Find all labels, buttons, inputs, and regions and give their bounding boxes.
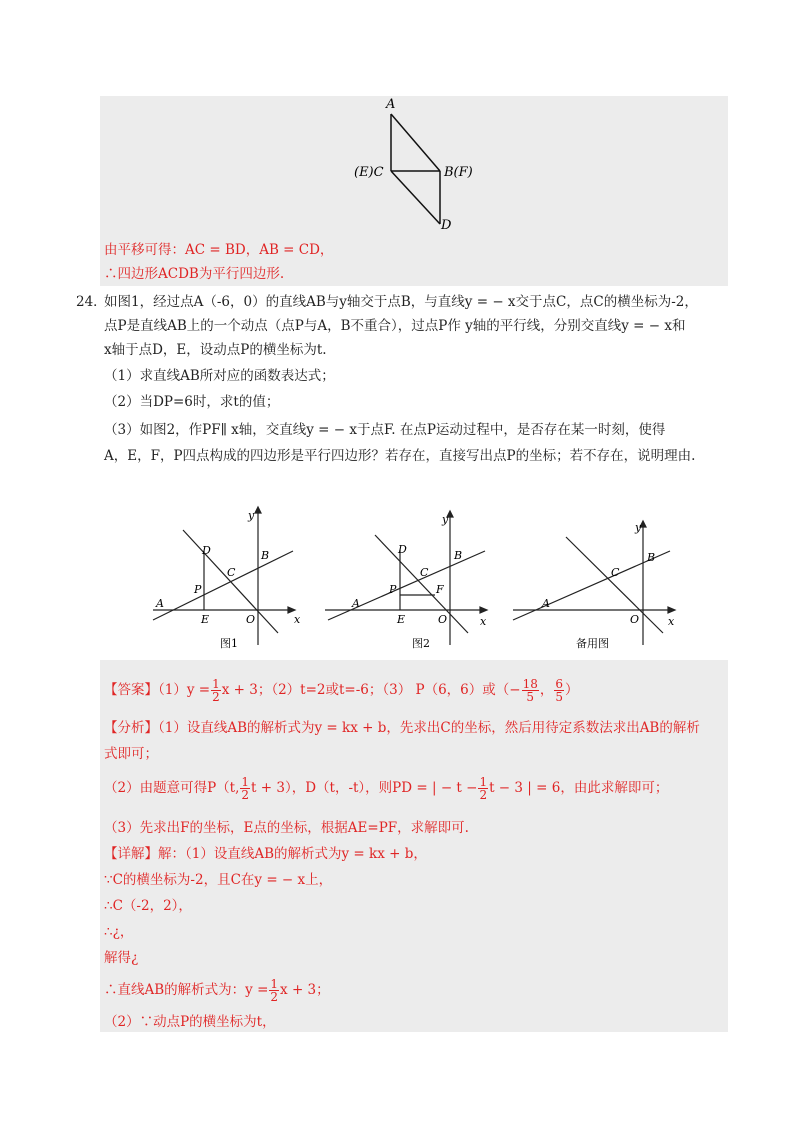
answer-line (104, 678, 579, 703)
fig2-caption: 图2 (412, 637, 430, 650)
fig2-D: D (398, 543, 407, 556)
answer-label: 【答案】 (104, 682, 158, 698)
detail-line-4: ∴¿， (104, 924, 134, 940)
fig3-y: y (635, 521, 642, 534)
answer-part-d: ） (565, 682, 579, 698)
analysis-label: 【分析】 (104, 720, 158, 736)
question-number: 24． (76, 294, 107, 310)
subquestion-3-cont: A，E，F，P四点构成的四边形是平行四边形？若存在，直接写出点P的坐标；若不存在，说明理由. (104, 448, 696, 464)
fig3-caption: 备用图 (576, 637, 609, 650)
figure-2 (320, 505, 490, 655)
fig2-A: A (352, 597, 360, 610)
subquestion-3: （3）如图2，作PF∥ x轴，交直线y = − x于点F. 在点P运动过程中，是否存在某一时刻，使得 (104, 422, 666, 438)
parallelogram-figure (340, 96, 500, 236)
answer-part-c: ， (539, 682, 554, 698)
figure-1 (148, 505, 308, 655)
fig1-D: D (202, 544, 211, 557)
subquestion-1: （1）求直线AB所对应的函数表达式； (104, 368, 335, 384)
fig1-A: A (156, 597, 164, 610)
detail-line-7: （2）∵动点P的横坐标为t， (104, 1014, 276, 1030)
fig1-x: x (294, 613, 301, 626)
fig1-caption: 图1 (220, 637, 238, 650)
question-line-2: 点P是直线AB上的一个动点（点P与A，B不重合），过点P作 y轴的平行线，分别交直线y = − x和 (104, 318, 686, 334)
label-EC: (E)C (354, 165, 384, 180)
fig3-C: C (611, 566, 620, 579)
answer-part-a: （1）y = (158, 682, 211, 698)
analysis-line-1 (104, 718, 700, 738)
fig2-C: C (420, 566, 429, 579)
fig1-y: y (248, 509, 255, 522)
fig1-B: B (261, 549, 270, 562)
question-line-1: 如图1，经过点A（-6，0）的直线AB与y轴交于点B，与直线y = − x交于点C，点C的横坐标为-2， (104, 294, 698, 310)
fig1-C: C (227, 566, 236, 579)
fig3-O: O (630, 613, 640, 626)
fig3-A: A (542, 597, 550, 610)
fraction-18-5: $\frac{18}{5}$ (522, 677, 538, 704)
detail-line-2: ∵C的横坐标为-2，且C在y = − x上， (104, 872, 333, 888)
analysis-line-4: （3）先求出F的坐标，E点的坐标，根据AE=PF，求解即可. (104, 820, 469, 836)
figure-spare (508, 505, 678, 655)
fig2-O: O (438, 613, 448, 626)
fig3-B: B (647, 551, 656, 564)
label-BF: B(F) (444, 165, 473, 180)
analysis-line-3: （2）由题意可得P（t, $\frac{1}{2}$ t + 3），D（t，-t），则PD = | − t − $\frac{1}{2}$ t − 3 | = 6，由此求解即可； (104, 775, 669, 802)
fig2-P: P (389, 583, 397, 596)
subquestion-2: （2）当DP=6时，求t的值； (104, 394, 280, 410)
segment-CD (391, 171, 440, 224)
detail-line-5: 解得¿ (104, 950, 139, 966)
fraction-half: $\frac{1}{2}$ (212, 677, 220, 704)
fig2-F: F (436, 583, 444, 596)
fig2-y: y (442, 513, 449, 526)
label-A: A (386, 97, 396, 112)
analysis-text-1: （1）设直线AB的解析式为y = kx + b，先求出C的坐标，然后用待定系数法求出AB的解析 (158, 720, 700, 736)
detail-line-3: ∴C（-2，2）， (104, 898, 192, 914)
segment-AB (391, 114, 440, 171)
fig2-x: x (480, 615, 487, 628)
translation-conclusion: 由平移可得：AC = BD，AB = CD， (104, 242, 334, 258)
fraction-6-5: $\frac{6}{5}$ (555, 677, 563, 704)
answer-part-b: x + 3；（2）t=2或t=-6；（3） P（6，6）或（− (221, 682, 521, 698)
fig2-B: B (454, 549, 463, 562)
question-line-3: x轴于点D，E，设动点P的横坐标为t. (104, 342, 327, 358)
detail-line-1: 【详解】解：（1）设直线AB的解析式为y = kx + b， (104, 846, 427, 862)
fig2-E: E (397, 613, 406, 626)
detail-line-6: ∴直线AB的解析式为：y = $\frac{1}{2}$ x + 3； (104, 977, 330, 1004)
fig1-E: E (201, 613, 210, 626)
detail-label: 【详解】 (104, 846, 158, 862)
parallelogram-conclusion: ∴四边形ACDB为平行四边形. (104, 266, 285, 282)
label-D: D (441, 218, 452, 233)
analysis-line-2: 式即可； (104, 746, 158, 762)
fig1-O: O (246, 613, 256, 626)
fig1-P: P (194, 583, 202, 596)
fig3-x: x (668, 615, 675, 628)
